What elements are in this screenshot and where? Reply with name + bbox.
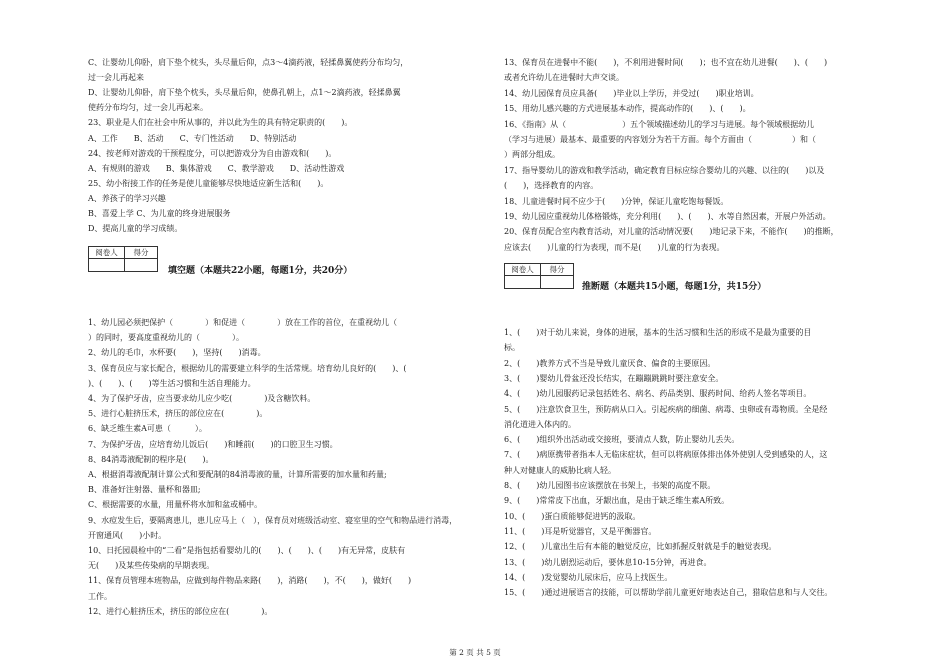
text-line: 13、保育员在进餐中不能( )，不利用进餐时间( )；也不宜在幼儿进餐( )、( ) xyxy=(504,58,828,67)
text-line: 10、日托园晨检中的“二看”是指包括看婴幼儿的( )、( )、( )有无异常，皮肤有 xyxy=(88,546,406,555)
text-line: 9、( )常常皮下出血，牙龈出血，是由于缺乏维生素A所致。 xyxy=(504,496,730,506)
text-line: ( )，选择教育的内容。 xyxy=(504,181,599,191)
text-line: 无( )及某些传染病的早期表现。 xyxy=(88,561,215,571)
text-line: ）的同时，要高度重视幼儿的（ ）。 xyxy=(88,333,244,343)
text-line: 2、( )教养方式不当是导致儿童厌食、偏食的主要原因。 xyxy=(504,358,716,368)
text-line: 23、职业是人们在社会中所从事的，并以此为生的具有特定职责的( )。 xyxy=(88,118,353,128)
text-line: 19、幼儿园应重视幼儿体格锻炼，充分利用( )、( )、水等自然因素，开展户外活动。 xyxy=(504,212,831,221)
text-line: 11、保育员管理本班物品，应做到每件物品来路( )，消路( )，不( )，做好( ) xyxy=(88,576,412,586)
text-line: 8、( )幼儿园图书应该摆放在书架上，书架的高度不限。 xyxy=(504,481,716,490)
reviewer-blank xyxy=(505,276,541,288)
text-line: B、准备好注射器、量杯和器皿; xyxy=(88,485,201,495)
text-line: C、根据需要的水量，用量杯将水加和盆或桶中。 xyxy=(88,500,263,510)
reviewer-blank xyxy=(89,259,125,271)
text-line: 消化道进入体内的。 xyxy=(504,419,576,429)
text-line: 16、《指南》从（ ）五个领域描述幼儿的学习与进展。每个领域根据幼儿 xyxy=(504,119,815,129)
text-line: 15、( )通过进展语言的技能，可以帮助学前儿童更好地表达自己，猎取信息和与人交往。 xyxy=(504,588,833,598)
text-line: 过一会儿再起来 xyxy=(88,73,144,83)
text-line: 12、进行心脏挤压术，挤压的部位应在( )。 xyxy=(88,606,273,616)
text-line: )、( )、( )等生活习惯和生活自理能力。 xyxy=(88,378,256,388)
section-title-judgment: 推断题（本题共15小题，每题1分，共15分） xyxy=(582,282,767,292)
text-line: 6、( )组织外出活动或交接班，要清点人数，防止婴幼儿丢失。 xyxy=(504,435,740,445)
reviewer-label: 阅卷人 xyxy=(89,247,125,259)
text-line: 6、缺乏维生素A可患（ ）。 xyxy=(88,424,207,434)
text-line: 17、指导婴幼儿的游戏和教学活动，确定教育目标应综合婴幼儿的兴趣、以往的( )以及 xyxy=(504,165,825,175)
text-line: C、让婴幼儿仰卧，肩下垫个枕头，头尽量后仰，点3～4滴药液，轻揉鼻翼使药分布均匀， xyxy=(88,58,409,67)
text-line: 7、( )病原携带者指本人无临床症状，但可以将病原体排出体外使别人受到感染的人，这 xyxy=(504,450,828,460)
text-line: 或者允许幼儿在进餐时大声交谈。 xyxy=(504,73,624,83)
text-line: 20、保育员配合室内教育活动，对儿童的活动情况要( )地记录下来，不能作( )的推断， xyxy=(504,227,839,237)
text-line: 4、( )幼儿园服药记录包括姓名、病名、药品类别、服药时间、给药人签名等项目。 xyxy=(504,389,812,399)
text-line: 13、( )幼儿剧烈运动后，要休息10-15分钟，再进食。 xyxy=(504,557,712,567)
text-line: 1、( )对于幼儿来说，身体的进展，基本的生活习惯和生活的形成不是最为重要的目 xyxy=(504,328,812,337)
text-line: 4、为了保护牙齿，应当要求幼儿应少吃( )及含糖饮料。 xyxy=(88,394,316,403)
text-line: （学习与进展）最基本、最重要的内容划分为若干方面。每个方面由（ ）和（ xyxy=(504,135,816,144)
text-line: B、喜爱上学 C、为儿童的终身进展服务 xyxy=(88,209,231,218)
score-blank xyxy=(541,276,573,288)
text-line: 14、幼儿园保育员应具备( )毕业以上学历，并受过( )职业培训。 xyxy=(504,88,759,98)
text-line: 3、( )婴幼儿骨盆还没长结实，在蹦蹦跳跳时要注意安全。 xyxy=(504,373,724,383)
text-line: 1、幼儿园必须把保护（ ）和促进（ ）放在工作的首位，在重视幼儿（ xyxy=(88,318,398,327)
text-line: 12、( )儿童出生后有本能的触觉反应，比如抓握反射就是手的触觉表现。 xyxy=(504,542,777,552)
section-title-fill-in: 填空题（本题共22小题，每题1分，共20分） xyxy=(168,266,353,276)
text-line: 5、进行心脏挤压术，挤压的部位应在( )。 xyxy=(88,409,268,419)
text-line: 标。 xyxy=(504,343,520,353)
text-line: 25、幼小衔接工作的任务是使儿童能够尽快地适应新生活和( )。 xyxy=(88,178,329,188)
text-line: 15、用幼儿感兴趣的方式进展基本动作，提高动作的( )、( )。 xyxy=(504,104,751,114)
text-line: 9、水痘发生后，要隔离患儿，患儿应马上（ ），保育员对班级活动室、寝室里的空气和物品进行消毒， xyxy=(88,515,458,525)
text-line: 应该去( )儿童的行为表现，而不是( )儿童的行为表现。 xyxy=(504,242,725,252)
text-line: 5、( )注意饮食卫生，预防病从口入。引起疾病的细菌、病毒、虫卵或有毒物质。全是经 xyxy=(504,404,828,414)
text-line: 种人对健康人的威胁比病人轻。 xyxy=(504,465,616,475)
text-line: A、工作 B、活动 C、专门性活动 D、特别活动 xyxy=(88,133,297,143)
text-line: 8、84消毒液配制的程序是( )。 xyxy=(88,454,214,464)
score-label: 得分 xyxy=(125,247,157,259)
score-label: 得分 xyxy=(541,264,573,276)
score-box-left xyxy=(88,246,158,272)
text-line: D、让婴幼儿仰卧，肩下垫个枕头，头尽量后仰，使鼻孔朝上，点1～2滴药液，轻揉鼻翼 xyxy=(88,88,401,98)
text-line: D、提高儿童的学习成绩。 xyxy=(88,224,183,234)
score-blank xyxy=(125,259,157,271)
text-line: 开窗通风( )小时。 xyxy=(88,530,167,540)
score-box-right xyxy=(504,263,574,289)
reviewer-label: 阅卷人 xyxy=(505,264,541,276)
text-line: ）两部分组成。 xyxy=(504,150,560,160)
text-line: 10、( )蛋白质能够促进钙的汲取。 xyxy=(504,511,641,521)
page-number: 第 2 页 共 5 页 xyxy=(449,648,501,657)
text-line: A、根据消毒液配制计算公式和要配制的84消毒液的量，计算所需要的加水量和药量; xyxy=(88,470,387,479)
text-line: 24、按老师对游戏的干预程度分，可以把游戏分为自由游戏和( )。 xyxy=(88,148,337,158)
text-line: 使药分布均匀，过一会儿再起来。 xyxy=(88,103,208,113)
text-line: 18、儿童进餐时间不应少于( )分钟，保证儿童吃饱每餐饭。 xyxy=(504,196,729,206)
text-line: 2、幼儿的毛巾，水杯要( )，坚持( )消毒。 xyxy=(88,348,266,358)
text-line: 11、( )耳是听觉器官，又是平衡器官。 xyxy=(504,526,657,536)
text-line: 工作。 xyxy=(88,591,112,601)
text-line: 7、为保护牙齿，应培育幼儿饭后( )和睡前( )的口腔卫生习惯。 xyxy=(88,439,338,449)
text-line: A、有规则的游戏 B、集体游戏 C、教学游戏 D、活动性游戏 xyxy=(88,163,345,173)
text-line: A、养孩子的学习兴趣 xyxy=(88,193,166,203)
text-line: 14、( )发觉婴幼儿尿床后，应马上找医生。 xyxy=(504,572,673,582)
text-line: 3、保育员应与家长配合，根据幼儿的需要建立科学的生活常规。培育幼儿良好的( )、( xyxy=(88,363,407,373)
